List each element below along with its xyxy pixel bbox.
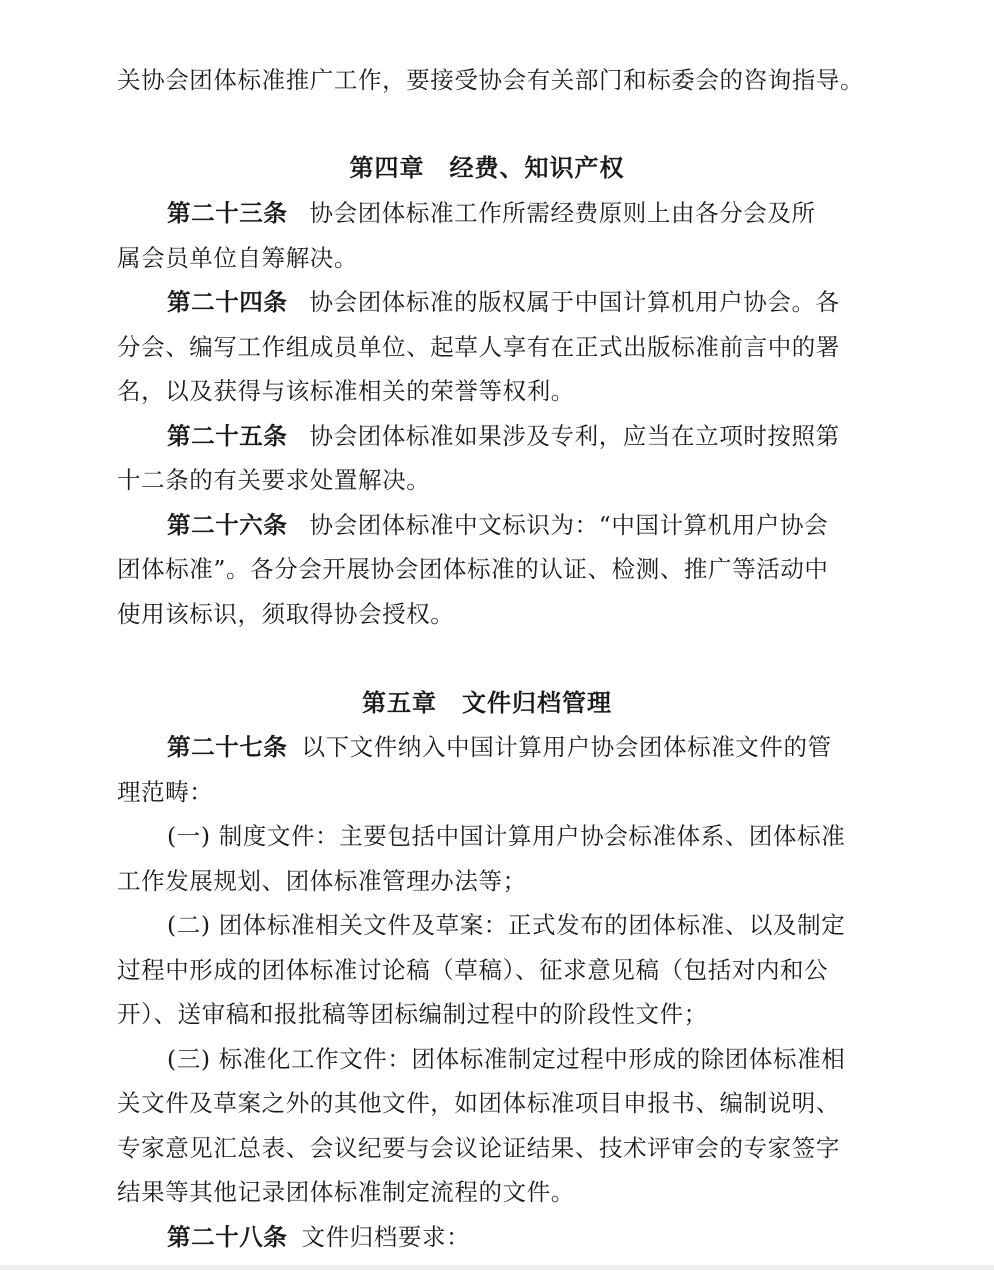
article-26-text: 协会团体标准中文标识为：“中国计算机用户协会 <box>309 511 829 539</box>
item-3-line-1: (三) 标准化工作文件：团体标准制定过程中形成的除团体标准相 <box>167 1045 846 1073</box>
chapter-4-title: 第四章 经费、知识产权 <box>349 153 625 182</box>
article-26-line-1 <box>167 509 857 541</box>
article-25-text: 协会团体标准如果涉及专利，应当在立项时按照第 <box>309 422 840 450</box>
article-28-text: 文件归档要求： <box>301 1223 471 1251</box>
article-24-text: 协会团体标准的版权属于中国计算机用户协会。各 <box>309 288 840 316</box>
article-25-line-2: 十二条的有关要求处置解决。 <box>117 466 431 494</box>
item-3-line-2: 关文件及草案之外的其他文件，如团体标准项目申报书、编制说明、 <box>117 1089 840 1117</box>
article-26-line-3: 使用该标识，须取得协会授权。 <box>117 600 455 628</box>
item-1-line-1: (一) 制度文件：主要包括中国计算用户协会标准体系、团体标准 <box>167 822 846 850</box>
item-1-line-2: 工作发展规划、团体标准管理办法等； <box>117 867 527 895</box>
chapter-5-title: 第五章 文件归档管理 <box>362 688 612 717</box>
item-2-line-2: 过程中形成的团体标准讨论稿（草稿）、征求意见稿（包括对内和公 <box>117 956 829 984</box>
item-2-line-3: 开）、送审稿和报批稿等团标编制过程中的阶段性文件； <box>117 1000 708 1028</box>
article-23-label: 第二十三条 <box>167 199 288 227</box>
article-27-line-2: 理范畴： <box>117 778 214 806</box>
article-24-line-1 <box>167 286 857 318</box>
article-26-label: 第二十六条 <box>167 511 288 539</box>
article-25-line-1 <box>167 420 857 452</box>
article-23-line-1 <box>167 197 857 229</box>
article-28-line-1 <box>167 1221 857 1253</box>
article-28-label: 第二十八条 <box>167 1223 288 1251</box>
article-25-label: 第二十五条 <box>167 422 288 450</box>
paragraph-line: 关协会团体标准推广工作，要接受协会有关部门和标委会的咨询指导。 <box>117 66 865 94</box>
item-3-line-3: 专家意见汇总表、会议纪要与会议论证结果、技术评审会的专家签字 <box>117 1134 840 1162</box>
article-24-label: 第二十四条 <box>167 288 288 316</box>
article-27-line-1 <box>167 731 857 763</box>
article-23-text: 协会团体标准工作所需经费原则上由各分会及所 <box>309 199 816 227</box>
article-24-line-3: 名，以及获得与该标准相关的荣誉等权利。 <box>117 377 575 405</box>
article-27-label: 第二十七条 <box>167 733 288 761</box>
article-26-line-2: 团体标准”。各分会开展协会团体标准的认证、检测、推广等活动中 <box>117 555 829 583</box>
page-bottom-edge <box>0 1265 994 1270</box>
article-23-line-2: 属会员单位自筹解决。 <box>117 244 358 272</box>
item-2-line-1: (二) 团体标准相关文件及草案：正式发布的团体标准、以及制定 <box>167 911 846 939</box>
item-3-line-4: 结果等其他记录团体标准制定流程的文件。 <box>117 1178 575 1206</box>
article-27-text: 以下文件纳入中国计算用户协会团体标准文件的管 <box>301 733 832 761</box>
article-24-line-2: 分会、编写工作组成员单位、起草人享有在正式出版标准前言中的署 <box>117 333 840 361</box>
